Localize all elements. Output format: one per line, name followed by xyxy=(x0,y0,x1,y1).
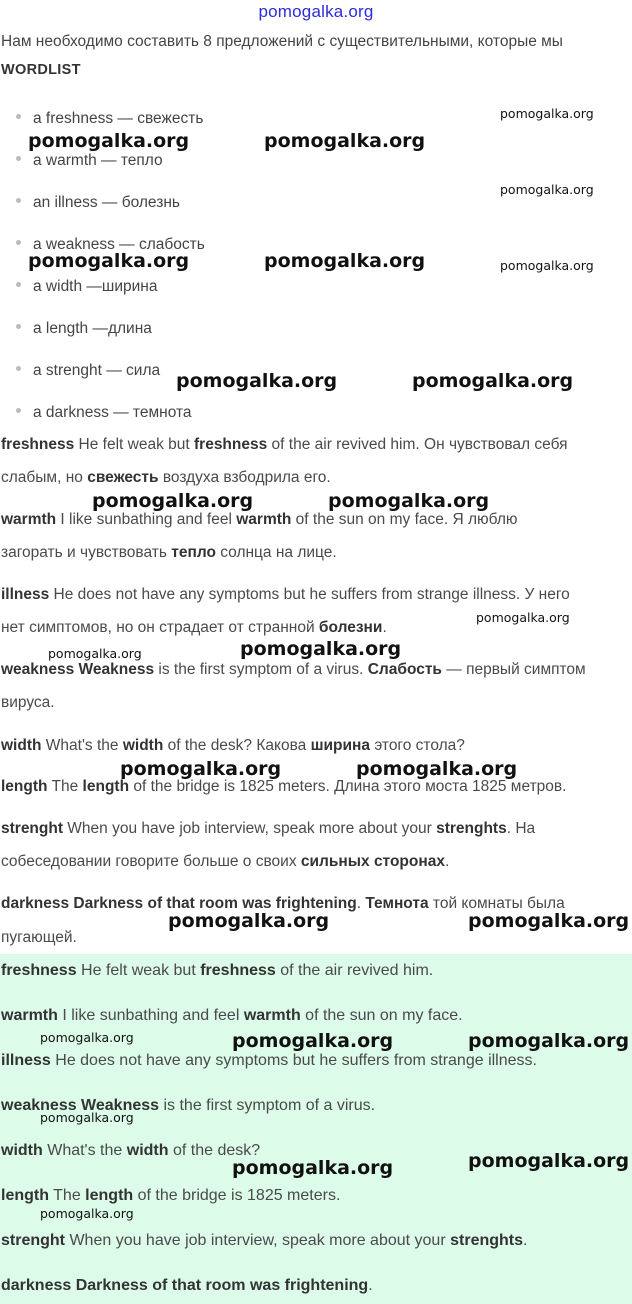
bold-word: length xyxy=(1,1187,49,1204)
watermark: pomogalka.org xyxy=(476,610,570,625)
text-run: нет симптомов, но он страдает от странной xyxy=(1,619,319,636)
bold-word: warmth xyxy=(236,511,292,528)
ru-sentence-line xyxy=(1,820,535,838)
bold-word: strenght xyxy=(1,1232,65,1249)
en-sentence xyxy=(1,1187,340,1205)
watermark: pomogalka.org xyxy=(168,910,330,932)
wordlist-item xyxy=(16,362,160,380)
text-run: of the sun on my face. xyxy=(300,1007,463,1024)
en-sentence xyxy=(1,1232,527,1250)
text-run: . xyxy=(382,619,387,636)
text-run: собеседовании говорите больше о своих xyxy=(1,853,301,870)
ru-sentence-line xyxy=(1,586,570,604)
text-run: When you have job interview, speak more about your xyxy=(63,820,437,837)
wordlist-item xyxy=(16,278,157,296)
en-sentence xyxy=(1,1277,373,1295)
text-run: When you have job interview, speak more about your xyxy=(65,1232,451,1249)
ru-sentence-line xyxy=(1,619,387,637)
wordlist-item-text: a length —длина xyxy=(33,320,152,337)
ru-sentence-line xyxy=(1,544,337,562)
text-run: of the desk? xyxy=(168,1142,261,1159)
bold-word: freshness xyxy=(200,962,276,979)
site-title[interactable]: pomogalka.org xyxy=(258,2,374,21)
bold-word: warmth xyxy=(243,1007,301,1024)
en-sentence xyxy=(1,962,433,980)
bold-word: тепло xyxy=(171,544,216,561)
text-run: of the bridge is 1825 meters. xyxy=(133,1187,341,1204)
watermark: pomogalka.org xyxy=(264,250,426,272)
watermark: pomogalka.org xyxy=(500,258,594,273)
bullet-icon xyxy=(16,324,21,329)
watermark: pomogalka.org xyxy=(356,758,518,780)
text-run: воздуха взбодрила его. xyxy=(158,469,331,486)
bold-word: darkness Darkness of that room was frightening xyxy=(1,895,357,912)
bullet-icon xyxy=(16,240,21,245)
wordlist-item xyxy=(16,194,180,212)
watermark: pomogalka.org xyxy=(468,910,630,932)
intro-text: Нам необходимо составить 8 предложений с существительными, которые мы xyxy=(1,33,563,50)
watermark: pomogalka.org xyxy=(48,646,142,661)
text-run: What's the xyxy=(41,737,123,754)
en-sentence xyxy=(1,1142,260,1160)
text-run: пугающей. xyxy=(1,929,77,946)
watermark: pomogalka.org xyxy=(232,1157,394,1179)
watermark: pomogalka.org xyxy=(40,1030,134,1045)
watermark: pomogalka.org xyxy=(500,182,594,197)
text-run: слабым, но xyxy=(1,469,88,486)
wordlist-item-text: a width —ширина xyxy=(33,278,158,295)
ru-sentence-line xyxy=(1,929,77,947)
watermark: pomogalka.org xyxy=(264,130,426,152)
bold-word: width xyxy=(122,737,164,754)
watermark: pomogalka.org xyxy=(500,106,594,121)
watermark: pomogalka.org xyxy=(40,1206,134,1221)
bold-word: length xyxy=(82,778,130,795)
bold-word: болезни xyxy=(318,619,383,636)
bold-word: length xyxy=(1,778,48,795)
watermark: pomogalka.org xyxy=(328,490,490,512)
watermark: pomogalka.org xyxy=(232,1030,394,1052)
text-run: — первый симптом xyxy=(441,661,586,678)
text-run: is the first symptom of a virus. xyxy=(159,1097,376,1114)
ru-sentence-line xyxy=(1,469,331,487)
bold-word: width xyxy=(1,1142,43,1159)
watermark: pomogalka.org xyxy=(40,1110,134,1125)
text-run: He does not have any symptoms but he suffers from strange illness. xyxy=(50,1052,537,1069)
text-run: The xyxy=(49,1187,86,1204)
bold-word: illness xyxy=(1,1052,51,1069)
text-run: What's the xyxy=(42,1142,127,1159)
bold-word: freshness xyxy=(1,962,77,979)
text-run: The xyxy=(47,778,83,795)
text-run: . xyxy=(444,853,450,870)
text-run: of the bridge is 1825 meters. Длина этого моста 1825 метров. xyxy=(129,778,567,795)
text-run: He does not have any symptoms but he suffers from strange illness. У него xyxy=(49,586,570,603)
bold-word: свежесть xyxy=(87,469,159,486)
wordlist-item-text: a strenght — сила xyxy=(33,362,161,379)
text-run: загорать и чувствовать xyxy=(1,544,172,561)
bullet-icon xyxy=(16,114,21,119)
text-run: I like sunbathing and feel xyxy=(57,1007,244,1024)
ru-sentence-line xyxy=(1,661,586,679)
bold-word: illness xyxy=(1,586,50,603)
wordlist-item xyxy=(16,152,163,170)
text-run: I like sunbathing and feel xyxy=(56,511,237,528)
bold-word: warmth xyxy=(1,511,57,528)
watermark: pomogalka.org xyxy=(468,1150,630,1172)
watermark: pomogalka.org xyxy=(412,370,574,392)
wordlist-item-text: a weakness — слабость xyxy=(33,236,205,253)
text-run: этого стола? xyxy=(370,737,465,754)
bold-word: freshness xyxy=(194,436,268,453)
text-run: He felt weak but xyxy=(76,962,201,979)
bold-word: strenghts xyxy=(450,1232,524,1249)
wordlist-item xyxy=(16,110,203,128)
watermark: pomogalka.org xyxy=(28,250,190,272)
bold-word: width xyxy=(1,737,42,754)
bold-word: ширина xyxy=(310,737,371,754)
text-run: . xyxy=(356,895,366,912)
en-sentence xyxy=(1,1007,463,1025)
bold-word: freshness xyxy=(1,436,75,453)
wordlist-item-text: a darkness — темнота xyxy=(33,404,192,421)
wordlist-item xyxy=(16,320,152,338)
text-run: of the desk? Какова xyxy=(163,737,311,754)
bullet-icon xyxy=(16,198,21,203)
text-run: of the sun on my face. Я люблю xyxy=(291,511,518,528)
text-run: of the air revived him. xyxy=(275,962,434,979)
bold-word: length xyxy=(85,1187,134,1204)
wordlist-heading: WORDLIST xyxy=(1,62,81,78)
bold-word: strenght xyxy=(1,820,63,837)
en-sentence xyxy=(1,1052,537,1070)
watermark: pomogalka.org xyxy=(468,1030,630,1052)
watermark: pomogalka.org xyxy=(120,758,282,780)
wordlist-item xyxy=(16,404,192,422)
ru-sentence-line xyxy=(1,853,449,871)
wordlist-item-text: a warmth — тепло xyxy=(33,152,163,169)
watermark: pomogalka.org xyxy=(92,490,254,512)
text-run: . xyxy=(368,1277,373,1294)
text-run: той комнаты была xyxy=(428,895,565,912)
bold-word: Слабость xyxy=(367,661,442,678)
text-run: of the air revived him. Он чувствовал себя xyxy=(267,436,568,453)
bullet-icon xyxy=(16,408,21,413)
text-run: солнца на лице. xyxy=(215,544,337,561)
bold-word: width xyxy=(126,1142,169,1159)
bold-word: strenghts xyxy=(436,820,507,837)
ru-sentence-line xyxy=(1,436,568,454)
text-run: . xyxy=(523,1232,528,1249)
ru-sentence-line xyxy=(1,737,465,755)
watermark: pomogalka.org xyxy=(240,638,402,660)
text-run: He felt weak but xyxy=(74,436,194,453)
bold-word: Темнота xyxy=(365,895,429,912)
bold-word: weakness Weakness xyxy=(1,1097,160,1114)
wordlist-item-text: an illness — болезнь xyxy=(33,194,180,211)
watermark: pomogalka.org xyxy=(28,130,190,152)
text-run: . На xyxy=(506,820,536,837)
bullet-icon xyxy=(16,282,21,287)
bullet-icon xyxy=(16,156,21,161)
bullet-icon xyxy=(16,366,21,371)
watermark: pomogalka.org xyxy=(176,370,338,392)
text-run: вируса. xyxy=(1,694,55,711)
text-run: is the first symptom of a virus. xyxy=(154,661,368,678)
bold-word: warmth xyxy=(1,1007,58,1024)
wordlist-item-text: a freshness — свежесть xyxy=(33,110,204,127)
bold-word: сильных сторонах xyxy=(300,853,445,870)
ru-sentence-line xyxy=(1,694,55,712)
bold-word: weakness Weakness xyxy=(1,661,155,678)
ru-sentence-line xyxy=(1,778,566,796)
ru-sentence-line xyxy=(1,511,518,529)
bold-word: darkness Darkness of that room was frightening xyxy=(1,1277,369,1294)
